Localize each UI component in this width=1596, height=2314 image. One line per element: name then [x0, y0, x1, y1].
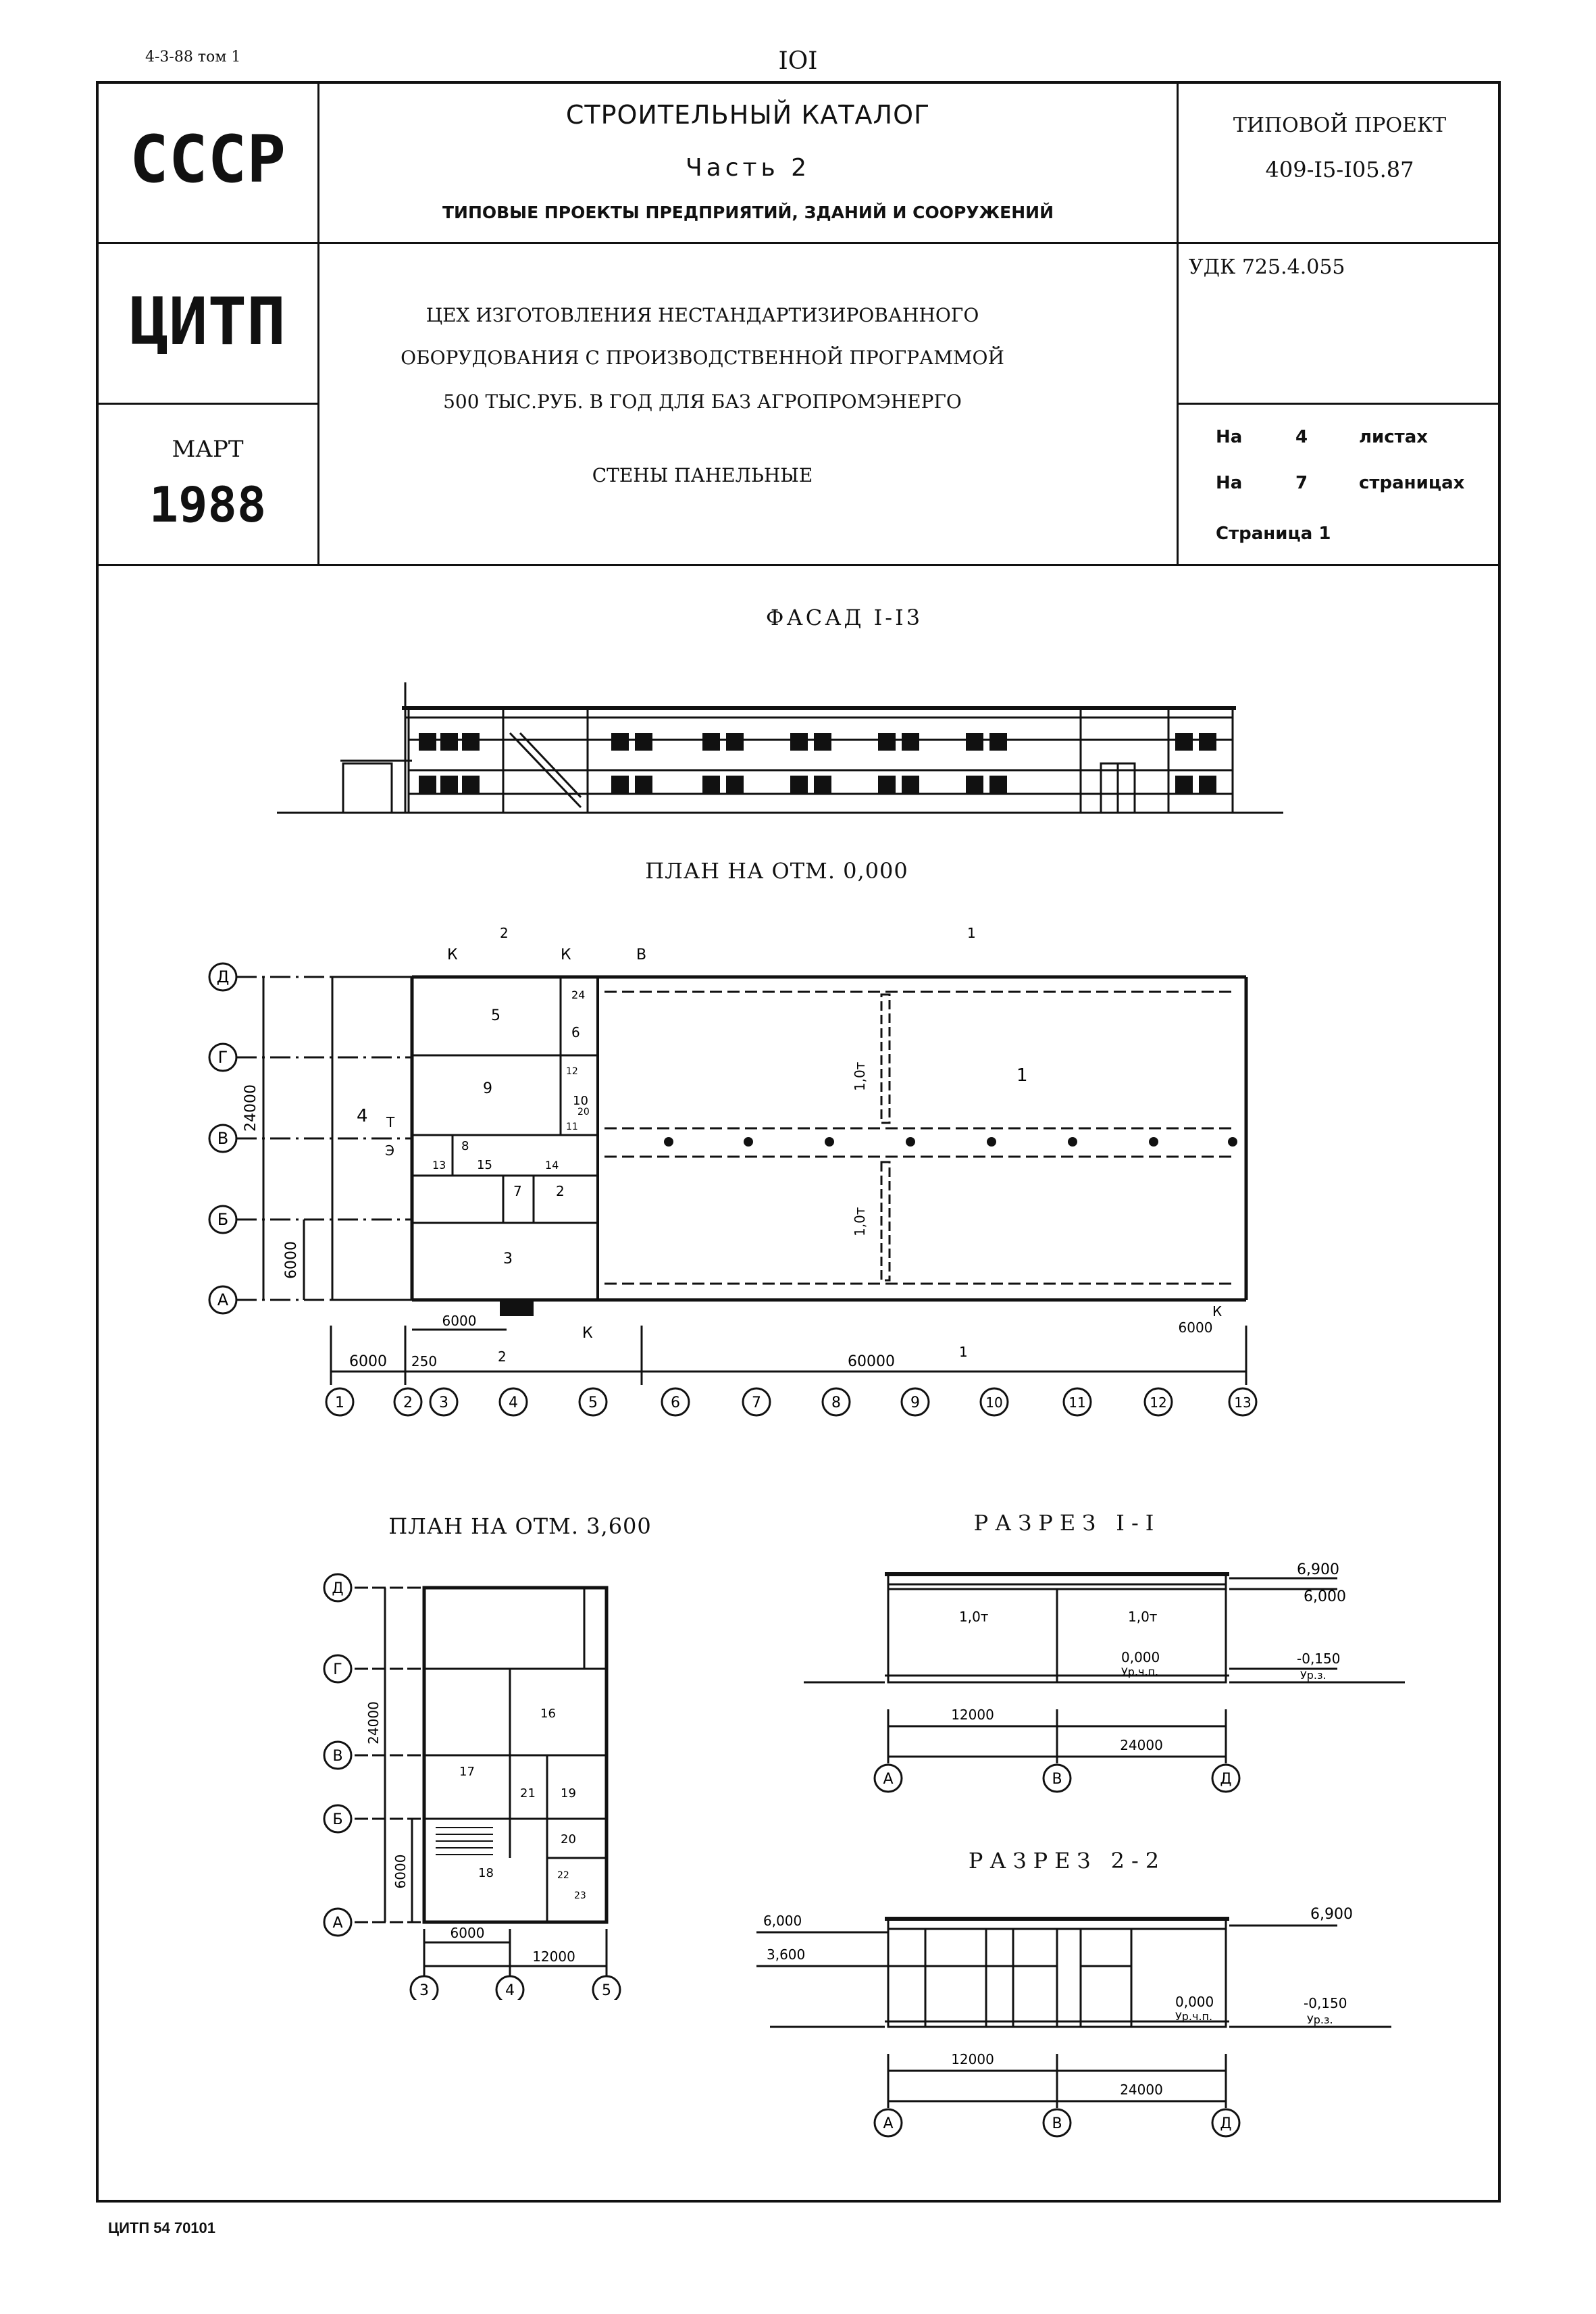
project-line-2: ОБОРУДОВАНИЯ С ПРОИЗВОДСТВЕННОЙ ПРОГРАММОЙ: [401, 347, 1004, 369]
section1-level-ground-sub: Ур.з.: [1300, 1669, 1327, 1682]
plan0-row-axis-v: В: [217, 1129, 229, 1148]
plan0-mark-b: В: [636, 947, 647, 963]
plan0-room-3: 3: [503, 1251, 513, 1267]
section2-level-ground: -0,150: [1304, 1995, 1347, 2011]
catalog-part: Часть 2: [685, 154, 811, 182]
plan0-col-axis-12: 12: [1150, 1394, 1167, 1411]
title-divider-3: [1177, 242, 1501, 244]
plan0-mark-k2: К: [561, 947, 571, 963]
month-label: МАРТ: [172, 436, 244, 463]
pages-count: 7: [1295, 473, 1308, 493]
section1-level-mid: 6,000: [1304, 1588, 1346, 1605]
plan0-room-4: 4: [357, 1106, 368, 1126]
plan36-row-axis-a: А: [332, 1915, 343, 1932]
plan0-room-6: 6: [571, 1024, 580, 1040]
section2-level-top: 6,900: [1310, 1906, 1353, 1923]
plan36-row-axis-b: Б: [332, 1811, 343, 1828]
plan36-room-22: 22: [557, 1870, 569, 1881]
facade-title: ФАСАД I-I3: [765, 605, 923, 630]
plan0-room-2: 2: [556, 1183, 565, 1199]
section2-drawing: [743, 1892, 1432, 2155]
plan36-dim-6000: 6000: [450, 1925, 485, 1941]
sheets-prefix: На: [1216, 427, 1243, 447]
section1-crane-1: 1,0т: [959, 1609, 989, 1625]
section1-axis-v: В: [1052, 1771, 1062, 1788]
plan36-room-18: 18: [478, 1866, 494, 1880]
catalog-title: СТРОИТЕЛЬНЫЙ КАТАЛОГ: [565, 100, 931, 130]
project-label: ТИПОВОЙ ПРОЕКТ: [1233, 114, 1447, 137]
section2-level-floor: 0,000: [1175, 1994, 1214, 2010]
plan0-room-14: 14: [545, 1159, 559, 1172]
plan0-col-axis-3: 3: [439, 1394, 448, 1411]
plan0-mark-k4: К: [1212, 1303, 1222, 1319]
section2-title: РАЗРЕЗ 2-2: [968, 1848, 1166, 1873]
document-reference: 4-3-88 том 1: [145, 49, 241, 66]
plan0-title: ПЛАН НА ОТМ. 0,000: [645, 858, 908, 884]
plan0-col-axis-1: 1: [335, 1394, 344, 1411]
section1-title: РАЗРЕЗ I-I: [973, 1510, 1161, 1536]
plan0-room-10: 10: [573, 1094, 588, 1108]
section1-level-top: 6,900: [1297, 1561, 1339, 1578]
facade-drawing: [270, 669, 1297, 831]
plan0-dim-6000-vertical: 6000: [283, 1241, 300, 1279]
plan0-section-2-top: 2: [500, 925, 509, 941]
title-divider-4: [1177, 403, 1501, 405]
plan0-col-axis-13: 13: [1234, 1394, 1252, 1411]
plan36-col-axis-5: 5: [602, 1982, 611, 1999]
plan36-room-16: 16: [540, 1707, 556, 1721]
plan0-room-9: 9: [483, 1080, 492, 1097]
plan0-room-11: 11: [566, 1122, 578, 1132]
plan0-room-12: 12: [566, 1066, 578, 1077]
section1-axis-d: Д: [1220, 1771, 1232, 1788]
plan36-col-axis-4: 4: [505, 1982, 515, 1999]
plan0-room-1: 1: [1016, 1065, 1028, 1086]
plan36-room-23: 23: [574, 1890, 586, 1901]
plan0-dim-60000: 60000: [848, 1353, 895, 1370]
section2-dim-12000: 12000: [951, 2051, 994, 2067]
plan0-row-axis-a: А: [217, 1290, 229, 1309]
section2-axis-d: Д: [1220, 2115, 1232, 2132]
section2-level-floor-sub: Ур.ч.п.: [1175, 2010, 1213, 2023]
plan0-room-7: 7: [513, 1183, 522, 1199]
project-line-1: ЦЕХ ИЗГОТОВЛЕНИЯ НЕСТАНДАРТИЗИРОВАННОГО: [426, 304, 979, 326]
plan36-dim-6000-vertical: 6000: [392, 1854, 409, 1889]
year-label: 1988: [149, 476, 267, 533]
plan0-col-axis-7: 7: [752, 1394, 761, 1411]
plan0-crane-2: 1,0т: [852, 1207, 868, 1236]
pages-prefix: На: [1216, 473, 1243, 493]
section-name: СТЕНЫ ПАНЕЛЬНЫЕ: [592, 464, 813, 486]
org-label: ЦИТП: [129, 284, 286, 359]
section2-axis-a: А: [883, 2115, 894, 2132]
plan0-section-1-bottom: 1: [959, 1344, 968, 1360]
section1-level-floor-sub: Ур.ч.п.: [1121, 1665, 1159, 1678]
title-divider-1: [96, 242, 1177, 244]
plan0-room-15: 15: [477, 1158, 492, 1172]
section1-level-ground: -0,150: [1297, 1651, 1341, 1667]
footer-code: ЦИТП 54 70101: [108, 2219, 216, 2236]
plan0-room-24: 24: [571, 988, 586, 1001]
plan0-mark-t: Т: [386, 1114, 395, 1130]
sheets-count: 4: [1295, 427, 1308, 447]
catalog-subtitle: ТИПОВЫЕ ПРОЕКТЫ ПРЕДПРИЯТИЙ, ЗДАНИЙ И СООРУЖЕНИЙ: [442, 203, 1054, 222]
plan0-dim-6000-left: 6000: [349, 1353, 387, 1370]
plan0-room-20: 20: [577, 1107, 590, 1117]
plan0-room-8: 8: [461, 1139, 469, 1153]
title-divider-2: [96, 403, 319, 405]
plan0-section-2-bottom: 2: [498, 1349, 507, 1365]
plan0-col-axis-5: 5: [588, 1394, 598, 1411]
plan36-room-19: 19: [561, 1786, 576, 1801]
section1-drawing: [797, 1547, 1418, 1811]
plan0-col-axis-10: 10: [985, 1394, 1003, 1411]
project-number: 409-I5-I05.87: [1265, 157, 1414, 182]
plan0-dim-6000-right: 6000: [1178, 1319, 1213, 1336]
plan0-col-axis-9: 9: [910, 1394, 920, 1411]
plan0-dim-6000-room: 6000: [442, 1313, 477, 1329]
title-col-divider-2: [1177, 81, 1179, 564]
pages-label: страницах: [1359, 473, 1465, 493]
plan0-col-axis-8: 8: [831, 1394, 841, 1411]
plan0-dim-24000: 24000: [242, 1084, 259, 1132]
section2-axis-v: В: [1052, 2115, 1062, 2132]
section1-dim-12000: 12000: [951, 1707, 994, 1723]
project-line-3: 500 ТЫС.РУБ. В ГОД ДЛЯ БАЗ АГРОПРОМЭНЕРГО: [443, 391, 962, 413]
plan0-col-axis-2: 2: [403, 1394, 413, 1411]
plan36-title: ПЛАН НА ОТМ. 3,600: [388, 1513, 652, 1539]
section2-level-3600: 3,600: [767, 1946, 806, 1963]
plan0-row-axis-g: Г: [217, 1048, 228, 1067]
plan36-dim-24000: 24000: [365, 1701, 382, 1744]
plan0-mark-e: Э: [385, 1142, 394, 1159]
udk-label: УДК 725.4.055: [1189, 255, 1345, 279]
plan0-section-1-top: 1: [967, 925, 976, 941]
plan36-row-axis-d: Д: [332, 1580, 344, 1597]
plan0-row-axis-d: Д: [216, 967, 230, 986]
plan36-room-20: 20: [561, 1832, 576, 1846]
section1-level-floor: 0,000: [1121, 1649, 1160, 1665]
country-label: СССР: [129, 122, 286, 197]
plan0-drawing: [196, 912, 1277, 1439]
plan36-col-axis-3: 3: [419, 1982, 429, 1999]
plan0-mark-k3: К: [582, 1325, 593, 1342]
section1-dim-24000: 24000: [1120, 1737, 1163, 1753]
section2-level-ground-sub: Ур.з.: [1307, 2013, 1333, 2026]
sheets-label: листах: [1359, 427, 1428, 447]
title-divider-5: [96, 564, 1501, 566]
section1-crane-2: 1,0т: [1128, 1609, 1158, 1625]
section2-dim-24000: 24000: [1120, 2082, 1163, 2098]
plan0-mark-k1: К: [447, 947, 458, 963]
plan0-room-5: 5: [491, 1007, 500, 1024]
section2-level-6000: 6,000: [763, 1913, 802, 1929]
plan36-drawing: [277, 1561, 655, 2000]
plan0-col-axis-4: 4: [509, 1394, 518, 1411]
title-col-divider-1: [317, 81, 319, 564]
plan36-room-21: 21: [520, 1786, 536, 1801]
plan36-row-axis-g: Г: [333, 1661, 342, 1678]
plan0-col-axis-6: 6: [671, 1394, 680, 1411]
plan36-room-17: 17: [459, 1765, 475, 1779]
plan0-col-axis-11: 11: [1069, 1394, 1086, 1411]
plan0-room-13: 13: [432, 1159, 446, 1172]
plan0-dim-250: 250: [411, 1353, 438, 1369]
section1-axis-a: А: [883, 1771, 894, 1788]
plan36-row-axis-v: В: [332, 1748, 343, 1765]
plan36-dim-12000: 12000: [532, 1948, 575, 1965]
plan0-crane-1: 1,0т: [852, 1061, 868, 1091]
sheet-number: IOI: [778, 47, 818, 75]
page-label: Страница 1: [1216, 524, 1331, 544]
plan0-row-axis-b: Б: [217, 1210, 229, 1229]
